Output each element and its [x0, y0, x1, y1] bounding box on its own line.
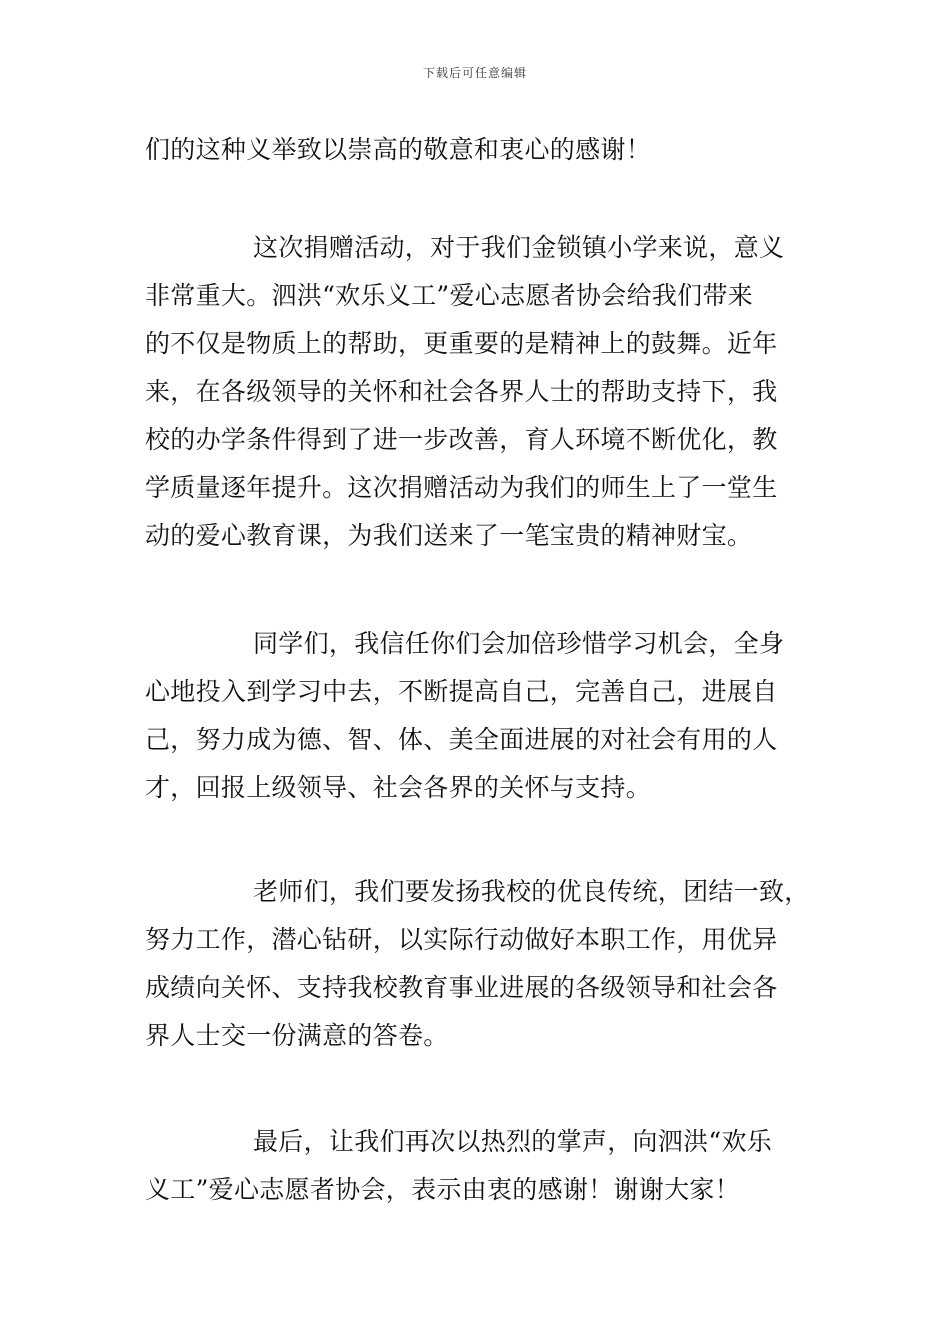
paragraph-line: 校的办学条件得到了进一步改善，育人环境不断优化，教 — [145, 425, 778, 454]
paragraph-line: 己，努力成为德、智、体、美全面进展的对社会有用的人 — [145, 725, 778, 754]
paragraph-line: 界人士交一份满意的答卷。 — [145, 1021, 449, 1050]
paragraph-2 — [145, 224, 815, 560]
paragraph-1 — [145, 126, 815, 174]
paragraph-line: 动的爱心教育课，为我们送来了一笔宝贵的精神财宝。 — [145, 521, 753, 550]
paragraph-line: 的不仅是物质上的帮助，更重要的是精神上的鼓舞。近年 — [145, 329, 778, 358]
paragraph-3 — [145, 620, 815, 812]
paragraph-line: 非常重大。泗洪“欢乐义工”爱心志愿者协会给我们带来 — [145, 281, 754, 310]
paragraph-line: 才，回报上级领导、社会各界的关怀与支持。 — [145, 773, 652, 802]
paragraph-line: 来，在各级领导的关怀和社会各界人士的帮助支持下，我 — [145, 377, 778, 406]
paragraph-line: 最后，让我们再次以热烈的掌声，向泗洪“欢乐 — [253, 1127, 773, 1156]
paragraph-line: 成绩向关怀、支持我校教育事业进展的各级领导和社会各 — [145, 973, 778, 1002]
paragraph-line: 努力工作，潜心钻研，以实际行动做好本职工作，用优异 — [145, 925, 778, 954]
paragraph-line: 们的这种义举致以崇高的敬意和衷心的感谢！ — [145, 135, 652, 164]
paragraph-5 — [145, 1118, 815, 1214]
paragraph-line: 这次捐赠活动，对于我们金锁镇小学来说，意义 — [253, 233, 785, 262]
paragraph-line: 心地投入到学习中去，不断提高自己，完善自己，进展自 — [145, 677, 778, 706]
paragraph-line: 学质量逐年提升。这次捐赠活动为我们的师生上了一堂生 — [145, 473, 778, 502]
paragraph-4 — [145, 868, 815, 1060]
paragraph-line: 义工”爱心志愿者协会，表示由衷的感谢！谢谢大家！ — [145, 1175, 740, 1204]
paragraph-line: 老师们，我们要发扬我校的优良传统，团结一致， — [253, 877, 810, 906]
paragraph-line: 同学们，我信任你们会加倍珍惜学习机会，全身 — [253, 629, 785, 658]
page-header: 下载后可任意编辑 — [422, 66, 527, 80]
